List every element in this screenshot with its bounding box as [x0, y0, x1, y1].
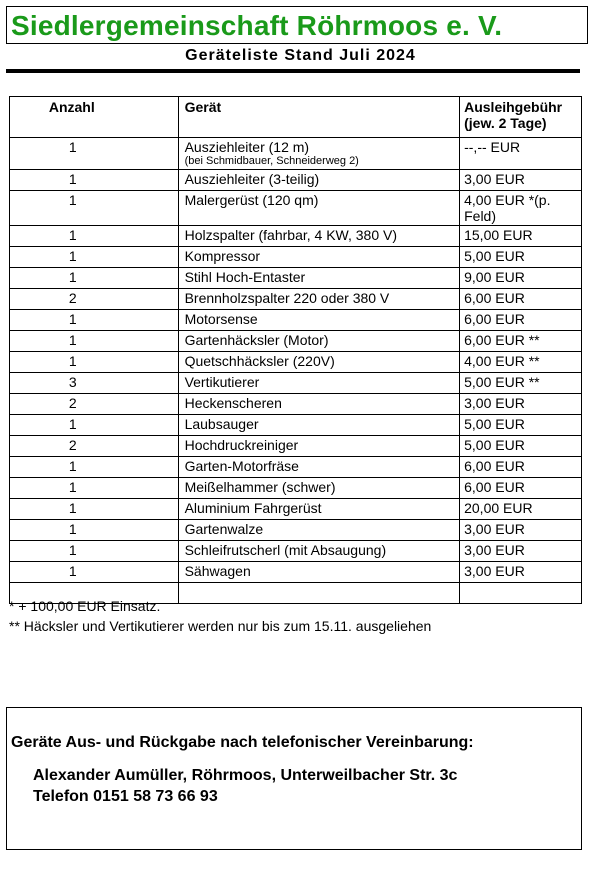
geraet-label: Kompressor — [184, 248, 261, 264]
cell-anzahl: 1 — [10, 310, 179, 331]
cell-geraet — [178, 191, 460, 226]
table-row — [10, 191, 582, 226]
geraet-label: Brennholzspalter 220 oder 380 V — [184, 290, 390, 306]
geraet-label: Stihl Hoch-Entaster — [184, 269, 306, 285]
cell-gebuehr: 3,00 EUR — [460, 562, 582, 583]
title-box — [6, 6, 588, 44]
cell-gebuehr: 6,00 EUR — [460, 478, 582, 499]
cell-gebuehr: 9,00 EUR — [460, 268, 582, 289]
cell-anzahl: 1 — [10, 170, 179, 191]
cell-geraet — [178, 289, 460, 310]
table-row — [10, 520, 582, 541]
cell-gebuehr: 6,00 EUR — [460, 457, 582, 478]
geraet-label: Hochdruckreiniger — [184, 437, 299, 453]
cell-gebuehr: --,-- EUR — [460, 138, 582, 170]
cell-geraet — [178, 394, 460, 415]
table-row — [10, 457, 582, 478]
geraet-label: Schleifrutscherl (mit Absaugung) — [184, 542, 387, 558]
cell-geraet — [178, 478, 460, 499]
cell-gebuehr: 3,00 EUR — [460, 520, 582, 541]
table-row — [10, 562, 582, 583]
table-header-row — [10, 97, 582, 138]
geraet-label: Meißelhammer (schwer) — [184, 479, 336, 495]
cell-geraet — [178, 499, 460, 520]
geraet-label: Quetschhäcksler (220V) — [184, 353, 335, 369]
cell-anzahl: 1 — [10, 226, 179, 247]
document-subtitle: Geräteliste Stand Juli 2024 — [185, 47, 416, 64]
cell-geraet — [178, 415, 460, 436]
geraet-label: Sähwagen — [184, 563, 251, 579]
cell-anzahl: 3 — [10, 373, 179, 394]
geraet-label: Gartenwalze — [184, 521, 264, 537]
table-row — [10, 394, 582, 415]
table-row — [10, 170, 582, 191]
organization-title: Siedlergemeinschaft Röhrmoos e. V. — [11, 10, 503, 41]
cell-anzahl: 1 — [10, 191, 179, 226]
cell-gebuehr: 6,00 EUR — [460, 289, 582, 310]
cell-gebuehr: 4,00 EUR *(p. Feld) — [460, 191, 582, 226]
cell-gebuehr: 5,00 EUR ** — [460, 373, 582, 394]
cell-geraet — [178, 562, 460, 583]
cell-anzahl: 1 — [10, 541, 179, 562]
table-row — [10, 478, 582, 499]
table-row — [10, 436, 582, 457]
cell-anzahl: 2 — [10, 289, 179, 310]
equipment-table — [9, 96, 582, 604]
cell-gebuehr: 5,00 EUR — [460, 247, 582, 268]
cell-geraet — [178, 170, 460, 191]
cell-geraet — [178, 457, 460, 478]
cell-geraet — [178, 226, 460, 247]
cell-anzahl: 1 — [10, 247, 179, 268]
geraet-label: Ausziehleiter (12 m) — [184, 139, 310, 155]
cell-anzahl: 2 — [10, 436, 179, 457]
cell-gebuehr: 5,00 EUR — [460, 436, 582, 457]
table-row — [10, 247, 582, 268]
cell-gebuehr: 3,00 EUR — [460, 170, 582, 191]
cell-geraet — [178, 373, 460, 394]
cell-anzahl: 1 — [10, 352, 179, 373]
geraet-label: Ausziehleiter (3-teilig) — [184, 171, 320, 187]
geraet-label: Holzspalter (fahrbar, 4 KW, 380 V) — [184, 227, 398, 243]
geraet-label: Aluminium Fahrgerüst — [184, 500, 322, 516]
table-row — [10, 541, 582, 562]
cell-geraet — [178, 268, 460, 289]
header-geraet: Gerät — [178, 97, 460, 138]
cell-anzahl: 1 — [10, 331, 179, 352]
cell-gebuehr: 3,00 EUR — [460, 394, 582, 415]
geraet-label: Heckenscheren — [184, 395, 282, 411]
contact-instructions: Geräte Aus- und Rückgabe nach telefonischer Vereinbarung: — [11, 734, 474, 751]
cell-gebuehr: 6,00 EUR ** — [460, 331, 582, 352]
table-row — [10, 226, 582, 247]
geraet-label: Garten-Motorfräse — [184, 458, 299, 474]
table-row — [10, 289, 582, 310]
table-row — [10, 331, 582, 352]
table-row — [10, 499, 582, 520]
cell-geraet — [178, 138, 460, 170]
cell-anzahl: 1 — [10, 520, 179, 541]
table-row — [10, 268, 582, 289]
geraet-label: Laubsauger — [184, 416, 259, 432]
cell-gebuehr: 5,00 EUR — [460, 415, 582, 436]
header-anzahl: Anzahl — [10, 97, 179, 138]
header-gebuehr: Ausleihgebühr (jew. 2 Tage) — [460, 97, 582, 138]
cell-geraet — [178, 352, 460, 373]
cell-geraet — [178, 541, 460, 562]
table-row — [10, 352, 582, 373]
cell-anzahl: 1 — [10, 457, 179, 478]
geraet-label: Gartenhäcksler (Motor) — [184, 332, 329, 348]
cell-geraet — [178, 310, 460, 331]
geraet-label: Vertikutierer — [184, 374, 260, 390]
table-row — [10, 138, 582, 170]
geraet-note: (bei Schmidbauer, Schneiderweg 2) — [184, 155, 359, 167]
footnote-shredder: ** Häcksler und Vertikutierer werden nur bis zum 15.11. ausgeliehen — [9, 618, 432, 634]
cell-geraet — [178, 436, 460, 457]
cell-anzahl: 1 — [10, 138, 179, 170]
cell-gebuehr: 4,00 EUR ** — [460, 352, 582, 373]
cell-gebuehr: 6,00 EUR — [460, 310, 582, 331]
cell-anzahl: 1 — [10, 268, 179, 289]
empty-cell — [178, 583, 460, 604]
table-row — [10, 373, 582, 394]
footnote-deposit: * + 100,00 EUR Einsatz. — [9, 598, 161, 614]
contact-name-address: Alexander Aumüller, Röhrmoos, Unterweilbacher Str. 3c — [33, 767, 458, 784]
cell-geraet — [178, 331, 460, 352]
cell-anzahl: 1 — [10, 562, 179, 583]
cell-gebuehr: 20,00 EUR — [460, 499, 582, 520]
contact-box — [6, 707, 582, 850]
cell-anzahl: 1 — [10, 415, 179, 436]
cell-geraet — [178, 247, 460, 268]
cell-anzahl: 1 — [10, 478, 179, 499]
table-row — [10, 415, 582, 436]
cell-gebuehr: 3,00 EUR — [460, 541, 582, 562]
header-rule — [6, 69, 580, 73]
geraet-label: Malergerüst (120 qm) — [184, 192, 319, 208]
cell-geraet — [178, 520, 460, 541]
cell-anzahl: 2 — [10, 394, 179, 415]
cell-anzahl: 1 — [10, 499, 179, 520]
empty-cell — [460, 583, 582, 604]
table-row — [10, 310, 582, 331]
geraet-label: Motorsense — [184, 311, 258, 327]
contact-phone: Telefon 0151 58 73 66 93 — [33, 788, 218, 805]
cell-gebuehr: 15,00 EUR — [460, 226, 582, 247]
table-body — [10, 138, 582, 604]
